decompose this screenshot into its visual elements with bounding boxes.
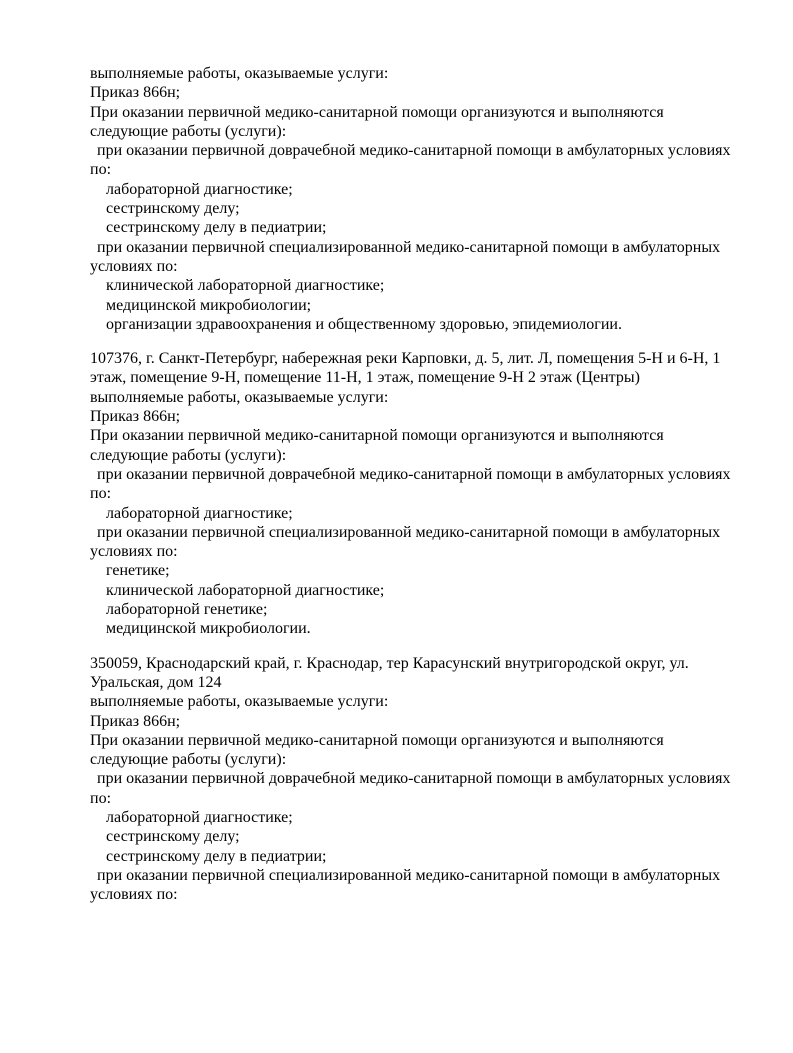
document-line: выполняемые работы, оказываемые услуги:	[90, 693, 389, 711]
document-line: сестринскому делу в педиатрии;	[106, 847, 327, 865]
document-line: при оказании первичной доврачебной медико-санитарной помощи в амбулаторных условиях по:	[90, 770, 731, 807]
document-line: При оказании первичной медико-санитарной помощи организуются и выполняются следующие работы (услуги):	[90, 731, 664, 769]
document-line: При оказании первичной медико-санитарной помощи организуются и выполняются следующие работы (услуги):	[90, 427, 664, 464]
document-line: Приказ 866н;	[90, 84, 181, 102]
document-line: при оказании первичной доврачебной медико-санитарной помощи в амбулаторных условиях по:	[90, 465, 731, 503]
document-line: при оказании первичной специализированной медико-санитарной помощи в амбулаторных условиях по:	[90, 523, 721, 561]
section-works-services-1	[90, 64, 742, 334]
document-line: Приказ 866н;	[90, 408, 181, 426]
document-line: сестринскому делу в педиатрии;	[106, 219, 327, 237]
document-line: сестринскому делу;	[106, 828, 240, 846]
document-line: выполняемые работы, оказываемые услуги:	[90, 388, 389, 406]
document-line: генетике;	[106, 562, 170, 580]
document-line: Приказ 866н;	[90, 712, 181, 730]
section-address-krasnodar	[90, 654, 742, 905]
document-line: организации здравоохранения и общественному здоровью, эпидемиологии.	[106, 315, 622, 333]
document-line: лабораторной диагностике;	[106, 808, 293, 826]
document-line: при оказании первичной доврачебной медико-санитарной помощи в амбулаторных условиях по:	[90, 142, 731, 179]
document-line: при оказании первичной специализированной медико-санитарной помощи в амбулаторных условиях по:	[90, 866, 721, 904]
document-line: лабораторной диагностике;	[106, 504, 293, 522]
document-line: медицинской микробиологии;	[106, 296, 312, 314]
document-line: При оказании первичной медико-санитарной помощи организуются и выполняются следующие работы (услуги):	[90, 103, 664, 140]
document-line: 107376, г. Санкт-Петербург, набережная реки Карповки, д. 5, лит. Л, помещения 5-Н и 6-Н, 1 этаж, помещение 9-Н, помещение 11-Н, 1 этаж, помещение 9-Н 2 этаж (Центры)	[90, 350, 721, 387]
document-line: клинической лабораторной диагностике;	[106, 581, 385, 599]
document-line: при оказании первичной специализированной медико-санитарной помощи в амбулаторных условиях по:	[90, 238, 721, 275]
document-line: клинической лабораторной диагностике;	[106, 277, 385, 295]
document-line: медицинской микробиологии.	[106, 620, 311, 638]
document-line: сестринскому делу;	[106, 200, 240, 218]
document-line: выполняемые работы, оказываемые услуги:	[90, 65, 389, 82]
section-address-spb	[90, 349, 742, 638]
document-line: 350059, Краснодарский край, г. Краснодар, тер Карасунский внутригородской округ, ул. Уральская, дом 124	[90, 654, 689, 691]
document-line: лабораторной диагностике;	[106, 180, 293, 198]
document-line: лабораторной генетике;	[106, 601, 268, 619]
